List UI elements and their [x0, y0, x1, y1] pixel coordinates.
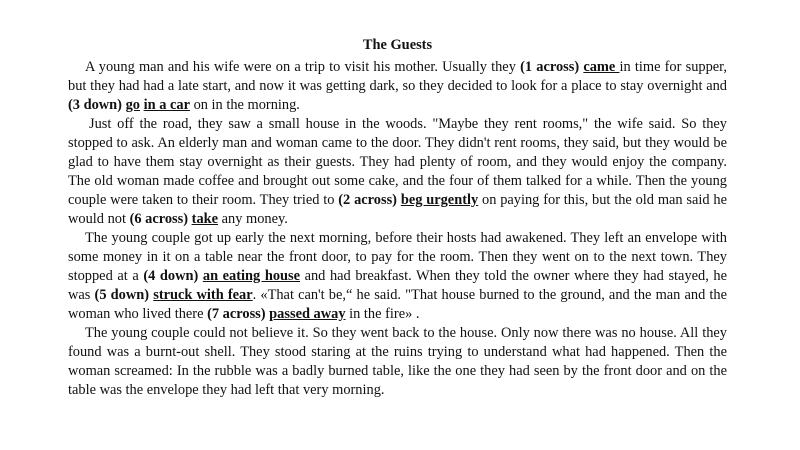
paragraph — [68, 229, 727, 324]
text-run: on paying for this, but the old man said he would not — [68, 192, 727, 227]
paragraph — [68, 58, 727, 115]
answer-phrase: passed away — [269, 306, 346, 322]
crossword-clue-ref: (6 across) — [129, 211, 189, 227]
text-run: in the fire» . — [345, 306, 420, 322]
text-run: any money. — [218, 211, 288, 227]
text-run: . «That can't be,“ he said. "That house burned to the ground, and the man and the woman who lived there — [68, 287, 727, 322]
story-body — [68, 58, 727, 400]
crossword-clue-ref: (7 across) — [207, 306, 266, 322]
story-title: The Guests — [362, 37, 433, 53]
text-run: Just off the road, they saw a small house in the woods. "Maybe they rent rooms," the wife said. So they stopped to ask. An elderly man and woman came to the door. They didn't rent rooms, they said, but they would be glad to have them stay overnight as their guests. They had plenty of room, and they would enjoy the company. The old woman made coffee and brought out some cake, and the four of them talked for a while. Then the young couple were taken to their room. They tried to — [68, 116, 727, 208]
crossword-clue-ref: (1 across) — [520, 59, 580, 75]
text-run: A young man and his wife were on a trip to visit his mother. Usually they — [85, 59, 521, 75]
document-page — [68, 36, 727, 400]
answer-phrase: in a car — [143, 97, 190, 113]
text-run: and had breakfast. When they told the owner where they had stayed, he was — [68, 268, 727, 303]
answer-phrase: go — [125, 97, 140, 113]
paragraph — [68, 115, 727, 229]
answer-phrase: take — [191, 211, 219, 227]
crossword-clue-ref: (4 down) — [143, 268, 199, 284]
paragraph — [68, 324, 727, 400]
answer-phrase: came — [583, 59, 620, 75]
text-run: The young couple got up early the next morning, before their hosts had awakened. They left an envelope with some money in it on a table near the front door, to pay for the room. Then they went on to the next town. They stopped at a — [68, 230, 727, 284]
answer-phrase: an eating house — [202, 268, 301, 284]
answer-phrase: beg urgently — [400, 192, 479, 208]
crossword-clue-ref: (5 down) — [94, 287, 150, 303]
crossword-clue-ref: (3 down) — [68, 97, 122, 113]
answer-phrase: struck with fear — [153, 287, 253, 303]
crossword-clue-ref: (2 across) — [338, 192, 397, 208]
text-run: on in the morning. — [189, 97, 300, 113]
text-run: in time for supper, but they had had a late start, and now it was getting dark, so they decided to look for a place to stay overnight and — [68, 59, 727, 94]
text-run: The young couple could not believe it. So they went back to the house. Only now there was no house. All they found was a burnt-out shell. They stood staring at the ruins trying to understand what had happened. Then the woman screamed: In the rubble was a badly burned table, like the one they had seen by the front door and on the table was the envelope they had left that very morning. — [68, 325, 727, 398]
